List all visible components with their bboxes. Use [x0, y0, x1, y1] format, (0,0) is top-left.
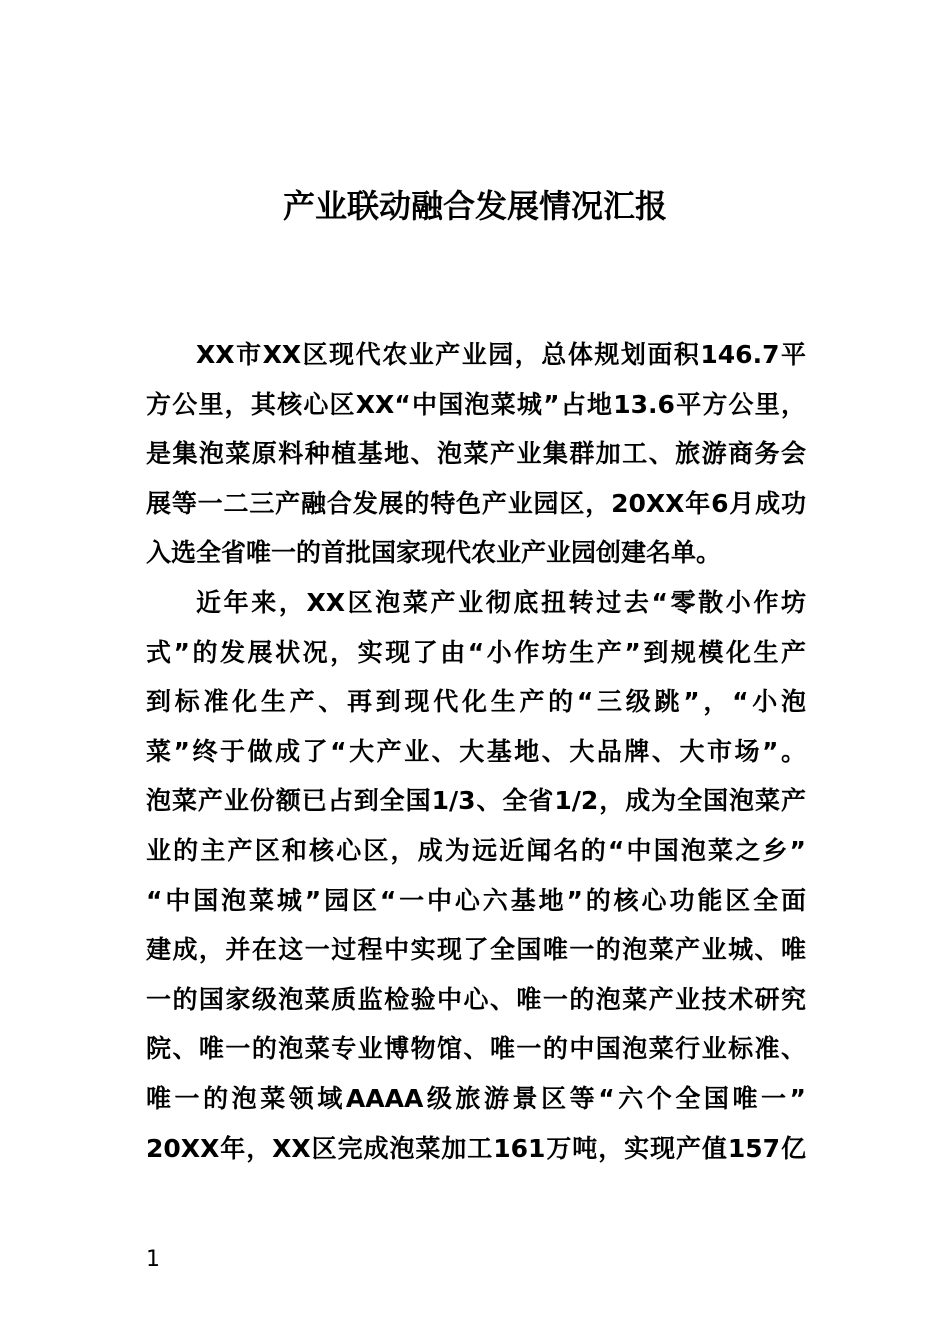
paragraph-1-line-5: 入选全省唯一的首批国家现代农业产业园创建名单。: [146, 538, 722, 568]
page-title: 产业联动融合发展情况汇报: [282, 187, 667, 225]
paragraph-2-line-11: 唯一的泡菜领域AAAA级旅游景区等“六个全国唯一”: [146, 1083, 806, 1113]
paragraph-2-line-7: “中国泡菜城”园区“一中心六基地”的核心功能区全面: [146, 885, 806, 915]
paragraph-2-line-8: 建成，并在这一过程中实现了全国唯一的泡菜产业城、唯: [146, 935, 806, 965]
paragraph-2-line-5: 泡菜产业份额已占到全国1/3、全省1/2，成为全国泡菜产: [146, 786, 806, 816]
paragraph-2-line-10: 院、唯一的泡菜专业博物馆、唯一的中国泡菜行业标准、: [146, 1034, 806, 1064]
paragraph-1-line-2: 方公里，其核心区XX“中国泡菜城”占地13.6平方公里，: [146, 389, 806, 419]
page-number: 1: [146, 1247, 160, 1272]
paragraph-2-line-9: 一的国家级泡菜质监检验中心、唯一的泡菜产业技术研究: [146, 984, 806, 1014]
paragraph-2-line-1: 近年来，XX区泡菜产业彻底扭转过去“零散小作坊: [196, 587, 806, 617]
paragraph-1-line-3: 是集泡菜原料种植基地、泡菜产业集群加工、旅游商务会: [146, 439, 806, 469]
paragraph-1-line-4: 展等一二三产融合发展的特色产业园区，20XX年6月成功: [146, 488, 806, 518]
paragraph-2-line-2: 式”的发展状况，实现了由“小作坊生产”到规模化生产: [146, 637, 806, 667]
paragraph-2-line-12: 20XX年，XX区完成泡菜加工161万吨，实现产值157亿: [146, 1133, 806, 1163]
paragraph-1-line-1: XX市XX区现代农业产业园，总体规划面积146.7平: [196, 340, 806, 369]
body-text: [146, 330, 806, 1173]
paragraph-2-line-3: 到标准化生产、再到现代化生产的“三级跳”，“小泡: [146, 687, 806, 717]
paragraph-2-line-4: 菜”终于做成了“大产业、大基地、大品牌、大市场”。: [146, 736, 806, 766]
paragraph-2-line-6: 业的主产区和核心区，成为远近闻名的“中国泡菜之乡”: [146, 835, 806, 865]
